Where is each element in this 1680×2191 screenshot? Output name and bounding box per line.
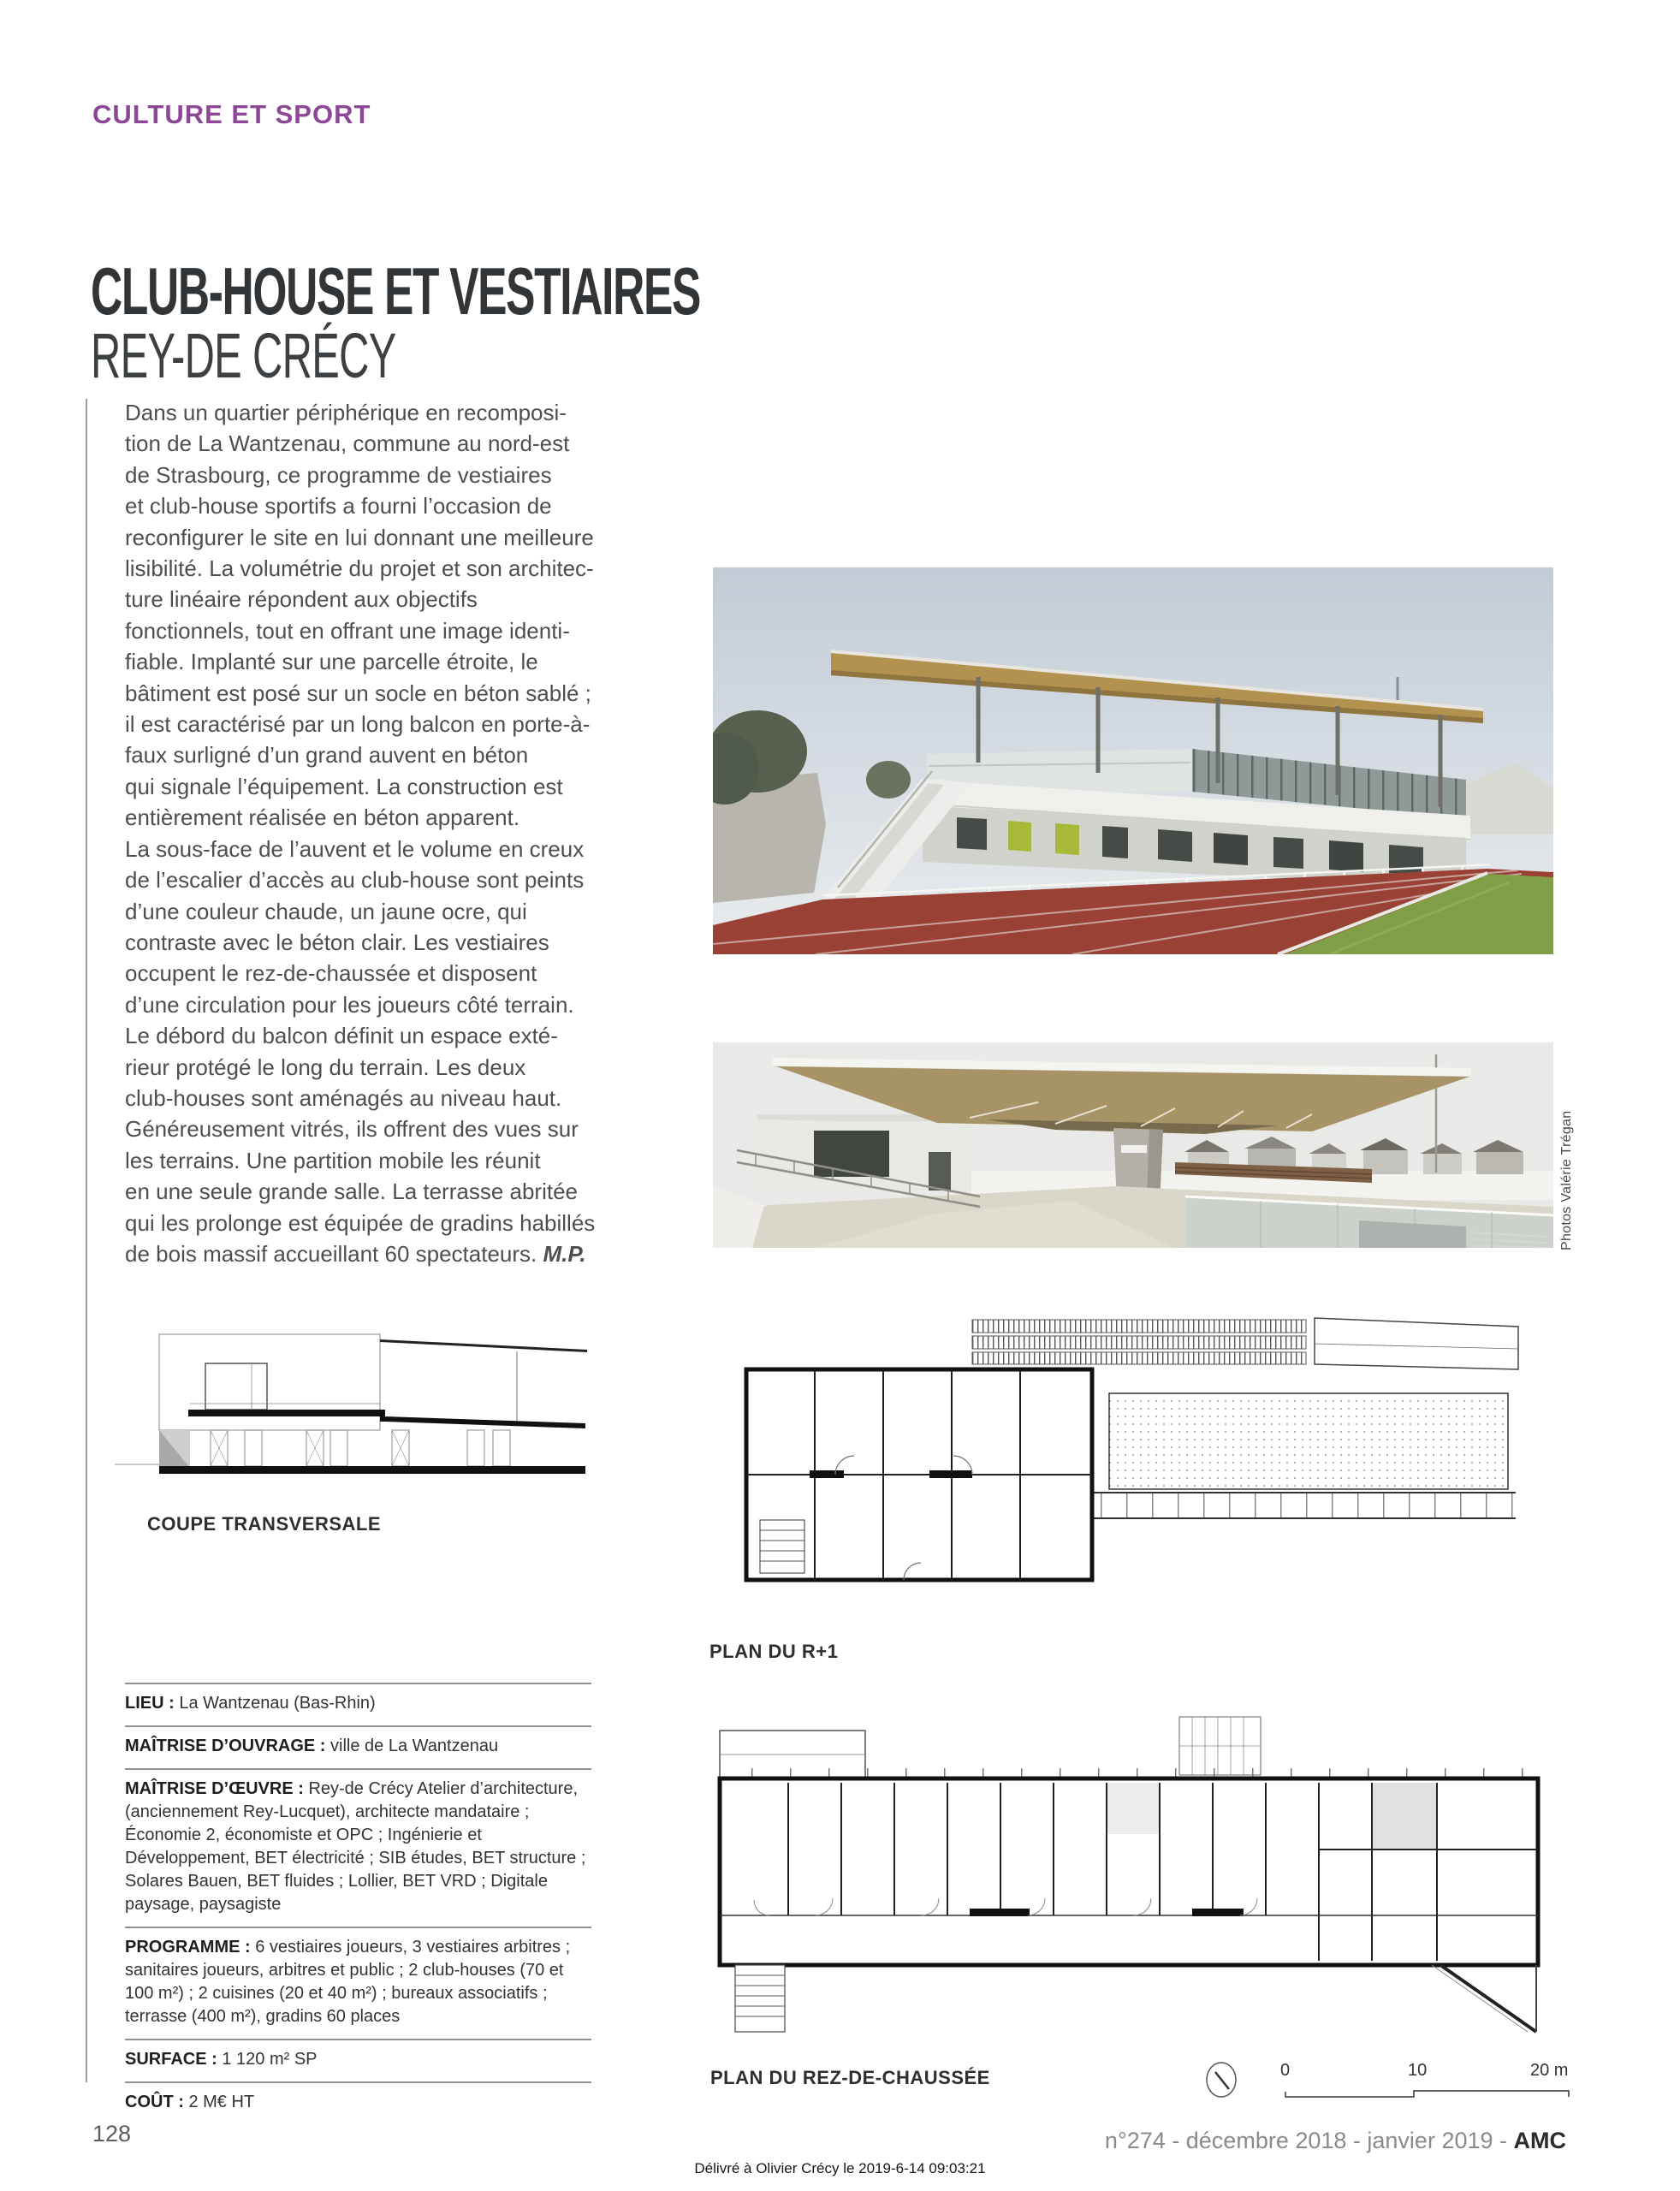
fact-label: MAÎTRISE D’ŒUVRE : bbox=[125, 1779, 309, 1798]
section-drawing bbox=[110, 1321, 591, 1502]
article-body-line: Dans un quartier périphérique en recomposi- bbox=[125, 400, 567, 425]
fact-value: La Wantzenau (Bas-Rhin) bbox=[179, 1694, 376, 1713]
plan-rdc-caption: PLAN DU REZ-DE-CHAUSSÉE bbox=[710, 2067, 990, 2088]
magazine-brand: AMC bbox=[1513, 2128, 1566, 2153]
article-body-line: qui les prolonge est équipée de gradins habillés bbox=[125, 1209, 596, 1236]
column-rule bbox=[86, 399, 87, 2082]
article-body-line: lisibilité. La volumétrie du projet et son architec- bbox=[125, 555, 594, 582]
article-body-line: Le débord du balcon définit un espace exté- bbox=[125, 1023, 558, 1049]
fact-value: 2 M€ HT bbox=[188, 2093, 255, 2111]
article-body-line: tion de La Wantzenau, commune au nord-est bbox=[125, 430, 570, 457]
fact-row bbox=[125, 1725, 591, 1768]
photo-credit: Photos Valérie Trégan bbox=[1559, 1110, 1574, 1250]
photo-building-track bbox=[713, 567, 1553, 954]
article-title-line1: CLUB-HOUSE ET VESTIAIRES bbox=[91, 253, 700, 329]
fact-value: ville de La Wantzenau bbox=[330, 1737, 499, 1755]
article-body-line: fiable. Implanté sur une parcelle étroite, le bbox=[125, 649, 538, 675]
section-drawing-illustration bbox=[110, 1321, 591, 1502]
issue-text: n°274 - décembre 2018 - janvier 2019 - bbox=[1104, 2128, 1514, 2153]
scale-tick-20: 20 m bbox=[1530, 2061, 1569, 2080]
coupe-caption: COUPE TRANSVERSALE bbox=[147, 1513, 382, 1535]
article-body-line: entièrement réalisée en béton apparent. bbox=[125, 805, 520, 831]
fact-label: MAÎTRISE D’OUVRAGE : bbox=[125, 1737, 331, 1755]
fact-row bbox=[125, 2039, 591, 2081]
scale-bar bbox=[1202, 2056, 1579, 2107]
article-body-line: faux surligné d’un grand auvent en béton bbox=[125, 742, 529, 769]
fact-row bbox=[125, 1927, 591, 2039]
fact-label: COÛT : bbox=[125, 2093, 189, 2111]
floor-plan-rdc-illustration bbox=[713, 1700, 1553, 2044]
issue-line bbox=[1105, 2128, 1566, 2154]
article-body-line: de bois massif accueillant 60 spectateurs. M.P. bbox=[125, 1240, 586, 1267]
fact-label: LIEU : bbox=[125, 1694, 180, 1713]
page-number: 128 bbox=[92, 2121, 132, 2146]
article-body-line: reconfigurer le site en lui donnant une meilleure bbox=[125, 524, 594, 550]
article-body-line: les terrains. Une partition mobile les réunit bbox=[125, 1147, 541, 1173]
article-body-line: en une seule grande salle. La terrasse abritée bbox=[125, 1179, 579, 1205]
fact-value: 1 120 m² SP bbox=[222, 2050, 318, 2069]
article-title-line2: REY-DE CRÉCY bbox=[91, 320, 396, 391]
photo-canopy-snow bbox=[713, 1042, 1553, 1248]
photo-building-track-illustration bbox=[713, 567, 1553, 954]
article-body-line: et club-house sportifs a fourni l’occasion de bbox=[125, 493, 552, 520]
article-body-line: rieur protégé le long du terrain. Les deux bbox=[125, 1054, 526, 1080]
article-body-line: contraste avec le béton clair. Les vestiaires bbox=[125, 929, 549, 955]
fact-value: 6 vestiaires joueurs, 3 vestiaires arbitres ; sanitaires joueurs, arbitres et public ; 2 club-houses (70 et 100 m²) ; 2 cuisines (20 et 40 m²) ; bureaux associatifs ; terrasse (400 m²), gradins 60 places bbox=[125, 1938, 571, 2026]
article-body-line: il est caractérisé par un long balcon en porte-à- bbox=[125, 711, 591, 738]
scale-tick-0: 0 bbox=[1280, 2061, 1291, 2080]
delivery-watermark: Délivré à Olivier Crécy le 2019-6-14 09:03:21 bbox=[694, 2160, 986, 2176]
fact-label: SURFACE : bbox=[125, 2050, 223, 2069]
article-body-line: Généreusement vitrés, ils offrent des vues sur bbox=[125, 1116, 579, 1143]
fact-row bbox=[125, 1768, 591, 1927]
article-body-line: fonctionnels, tout en offrant une image identi- bbox=[125, 617, 570, 644]
fact-value: Rey-de Crécy Atelier d’architecture, (anciennement Rey-Lucquet), architecte mandataire ; Économie 2, économiste et OPC ; Ingénierie et Développement, BET électricité ; SIB études, BET structure ; Solares Bauen, BET fluides ; Lollier, BET VRD ; Digitale paysage, paysagiste bbox=[125, 1779, 586, 1914]
plan-r1-caption: PLAN DU R+1 bbox=[709, 1641, 839, 1662]
article-body-line: de l’escalier d’accès au club-house sont peints bbox=[125, 867, 585, 894]
article-body bbox=[125, 397, 647, 1269]
floor-plan-r1-illustration bbox=[715, 1315, 1529, 1630]
floor-plan-r1 bbox=[715, 1315, 1529, 1630]
article-body-line: d’une circulation pour les joueurs côté terrain. bbox=[125, 991, 574, 1018]
article-body-line: qui signale l’équipement. La construction est bbox=[125, 773, 563, 799]
article-body-line: d’une couleur chaude, un jaune ocre, qui bbox=[125, 898, 527, 924]
fact-label: PROGRAMME : bbox=[125, 1938, 256, 1956]
facts-block bbox=[125, 1683, 591, 2124]
article-body-line: ture linéaire répondent aux objectifs bbox=[125, 586, 478, 613]
section-kicker: CULTURE ET SPORT bbox=[92, 99, 371, 129]
article-title bbox=[91, 253, 1014, 391]
author-initials: M.P. bbox=[537, 1240, 586, 1267]
article-body-line: de Strasbourg, ce programme de vestiaires bbox=[125, 461, 552, 488]
article-body-line: bâtiment est posé sur un socle en béton sablé ; bbox=[125, 680, 591, 706]
article-body-line: occupent le rez-de-chaussée et disposent bbox=[125, 960, 537, 987]
article-body-line: La sous-face de l’auvent et le volume en creux bbox=[125, 835, 585, 862]
fact-row bbox=[125, 2081, 591, 2124]
fact-row bbox=[125, 1683, 591, 1725]
scale-tick-10: 10 bbox=[1408, 2061, 1428, 2080]
floor-plan-rdc bbox=[713, 1700, 1553, 2044]
photo-canopy-snow-illustration bbox=[713, 1042, 1553, 1248]
article-body-line: club-houses sont aménagés au niveau haut. bbox=[125, 1084, 562, 1111]
